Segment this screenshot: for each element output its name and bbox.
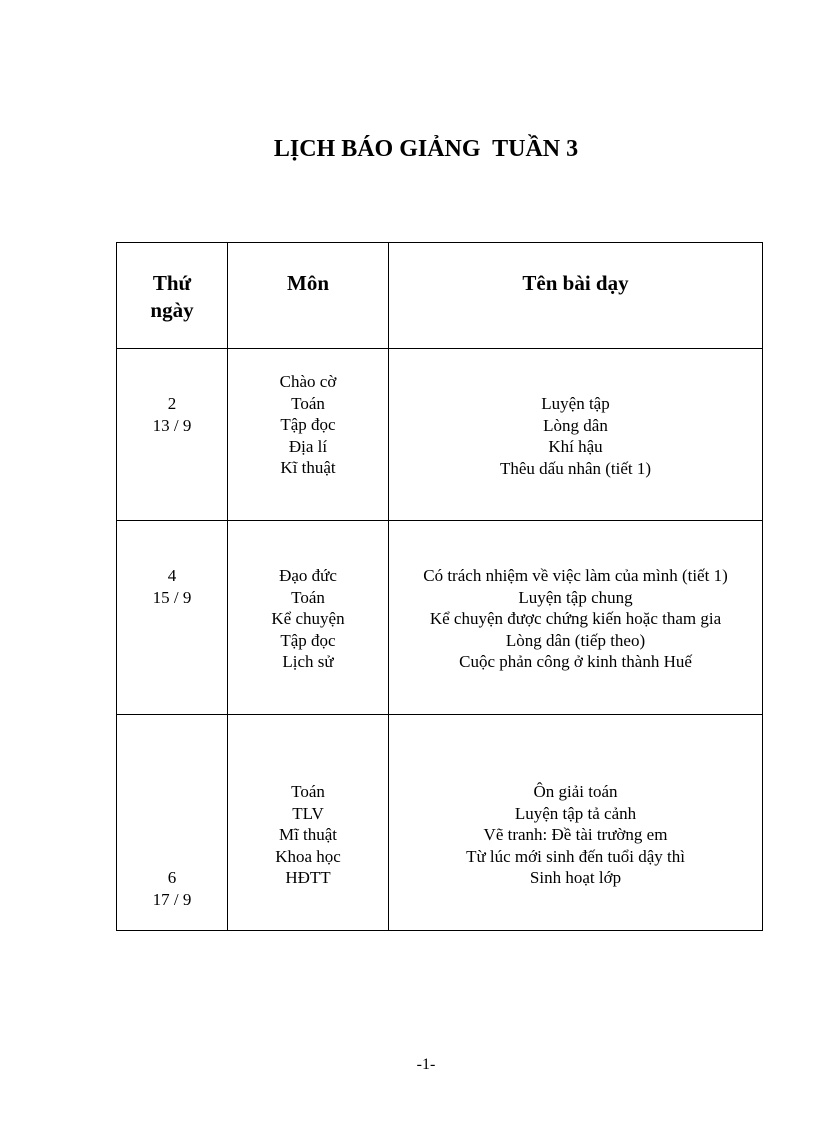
lesson-item: Có trách nhiệm về việc làm của mình (tiết 1) [423, 566, 728, 585]
subject-item: Khoa học [275, 846, 341, 866]
day-date: 17 / 9 [152, 889, 192, 909]
subject-item: Tập đọc [280, 630, 336, 650]
table-row [117, 521, 763, 715]
lesson-item: Thêu dấu nhân (tiết 1) [499, 458, 652, 478]
lesson-item: Ôn giải toán [533, 782, 618, 801]
subject-item: Đạo đức [279, 566, 337, 585]
lesson-item: Luyện tập tả cảnh [514, 803, 637, 823]
header-subject [228, 243, 389, 349]
header-day-line-1: Thứ [152, 271, 192, 295]
subject-item: Toán [291, 393, 325, 413]
subject-item: Chào cờ [279, 372, 337, 391]
header-subject-label: Môn [287, 271, 329, 295]
day-number: 6 [167, 868, 177, 887]
subject-item: Mĩ thuật [278, 825, 338, 844]
header-day [117, 243, 228, 349]
lesson-item: Luyện tập [541, 394, 610, 413]
lesson-item: Lòng dân (tiếp theo) [505, 630, 646, 650]
subject-item: Toán [291, 587, 325, 607]
header-day-line-2: ngày [150, 298, 194, 322]
subject-cell [228, 349, 389, 521]
day-cell [117, 715, 228, 931]
lesson-item: Cuộc phản công ở kinh thành Huế [459, 652, 692, 671]
schedule-table [116, 242, 763, 931]
lesson-cell [389, 521, 763, 715]
lesson-item: Kể chuyện được chứng kiến hoặc tham gia [429, 609, 722, 628]
subject-item: Lịch sử [282, 652, 334, 671]
subject-item: Toán [291, 782, 325, 801]
lesson-item: Sinh hoạt lớp [529, 868, 622, 887]
day-date: 13 / 9 [152, 415, 192, 435]
table-row [117, 715, 763, 931]
day-number: 4 [167, 566, 177, 585]
lesson-item: Vẽ tranh: Đề tài trường em [483, 825, 668, 844]
subject-item: HĐTT [285, 868, 331, 887]
lesson-item: Lòng dân [543, 415, 608, 435]
subject-cell [228, 715, 389, 931]
lesson-item: Từ lúc mới sinh đến tuổi dậy thì [466, 846, 685, 866]
header-lesson-label: Tên bài dạy [522, 271, 629, 295]
day-date: 15 / 9 [152, 587, 192, 607]
day-number: 2 [167, 394, 177, 413]
subject-item: Kể chuyện [271, 609, 345, 628]
table-row [117, 349, 763, 521]
subject-item: TLV [292, 803, 324, 823]
subject-item: Địa lí [288, 436, 328, 456]
table-header-row [117, 243, 763, 349]
lesson-item: Luyện tập chung [518, 587, 633, 607]
subject-item: Tập đọc [280, 415, 336, 434]
header-lesson [389, 243, 763, 349]
page-number: -1- [416, 1056, 436, 1073]
lesson-item: Khí hậu [548, 437, 603, 456]
subject-item: Kĩ thuật [280, 458, 336, 477]
day-cell [117, 349, 228, 521]
page-title: LỊCH BÁO GIẢNG TUẦN 3 [273, 136, 579, 162]
lesson-cell [389, 349, 763, 521]
subject-cell [228, 521, 389, 715]
lesson-cell [389, 715, 763, 931]
day-cell [117, 521, 228, 715]
